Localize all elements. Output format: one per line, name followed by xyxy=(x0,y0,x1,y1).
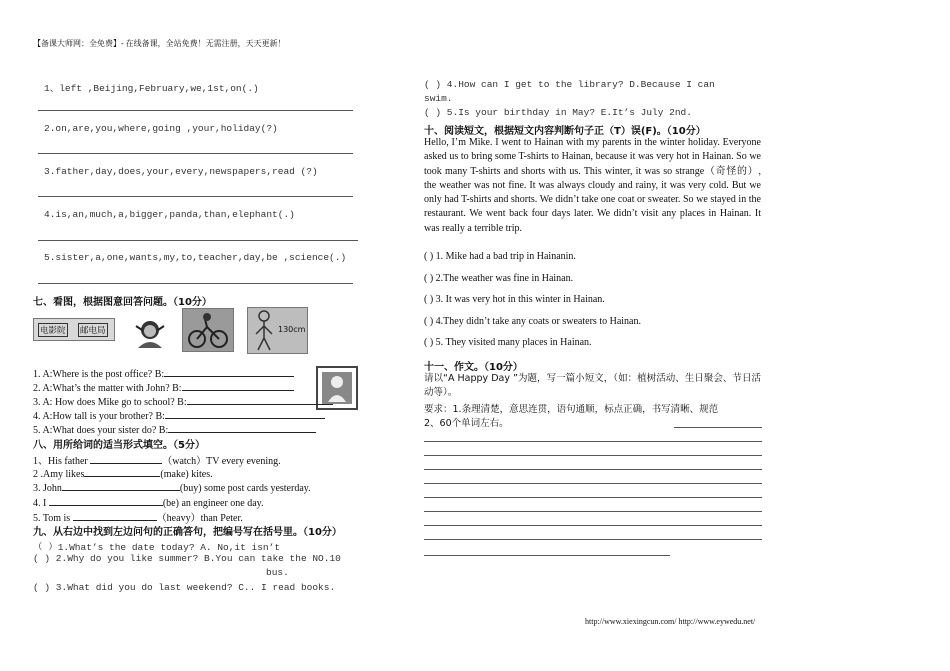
writing-line[interactable] xyxy=(424,539,762,540)
fill-blank[interactable] xyxy=(73,510,157,521)
reading-passage: Hello, I’m Mike. I went to Hainan with my parents in the winter holiday. Everyone asked us to bring some T-shirts to Hainan, because it was very hot in Hainan. So we took many T-shirts and shorts with us. This winter, it was so strange（奇怪的）, the weather was not fine. It was always cloudy and rainy, it was very cold. But we only had T-shirts and shorts. We didn’t take one coat or sweater. So we stayed in the restaurant. We went back four days later. We didn’t visit any places in Hainan. It was really a terrible trip. xyxy=(424,137,761,234)
sec9-item-2: ( ) 2.Why do you like summer? B.You can take the NO.10 xyxy=(33,553,341,564)
sec7-question-5: 5. A:What does your sister do? B: xyxy=(33,422,316,436)
sec10-item-5: ( ) 5. They visited many places in Hainan. xyxy=(424,337,592,348)
sick-boy-picture xyxy=(132,318,168,350)
sec9-item-3: ( ) 3.What did you do last weekend? C.. I read books. xyxy=(33,582,336,593)
post-office-sign: 邮电局 xyxy=(78,323,108,337)
sec8-item-2: 2 .Amy likes (make) kites. xyxy=(33,466,213,480)
page-header: 【备课大师网：全免费】- 在线备课，全站免费！无需注册，天天更新！ xyxy=(33,39,286,48)
answer-line xyxy=(38,283,353,284)
composition-requirement-1: 要求：1.条理清楚，意思连贯，语句通顺，标点正确，书写清晰、规范 xyxy=(424,404,719,415)
section-7-title: 七、看图，根据图意回答问题。（10分） xyxy=(33,297,212,308)
writing-line[interactable] xyxy=(424,441,762,442)
height-label: 130cm xyxy=(278,325,306,334)
answer-blank[interactable] xyxy=(187,394,333,405)
sec9-item-5: ( ) 5.Is your birthday in May? E.It’s July 2nd. xyxy=(424,107,692,118)
sec10-item-2: ( ) 2.The weather was fine in Hainan. xyxy=(424,273,574,284)
sec8-item-3: 3. John (buy) some post cards yesterday. xyxy=(33,480,311,494)
answer-blank[interactable] xyxy=(165,408,325,419)
sec7-question-4: 4. A:How tall is your brother? B: xyxy=(33,408,325,422)
sec8-item-4: 4. I (be) an engineer one day. xyxy=(33,495,264,509)
page-footer: http://www.xiexingcun.com/ http://www.eywedu.net/ xyxy=(585,617,756,626)
writing-line[interactable] xyxy=(424,555,670,556)
answer-line xyxy=(38,153,353,154)
answer-blank[interactable] xyxy=(168,422,316,433)
section-9-title: 九、从右边中找到左边问句的正确答句，把编号写在括号里。（10分） xyxy=(33,527,342,538)
bike-picture xyxy=(182,308,234,352)
sec8-item-5: 5. Tom is （heavy）than Peter. xyxy=(33,509,243,524)
writing-line[interactable] xyxy=(424,497,762,498)
sec9-item-4: ( ) 4.How can I get to the library? D.Because I can xyxy=(424,79,715,90)
fill-blank[interactable] xyxy=(84,466,160,477)
sec9-item-1: （ ）1.What’s the date today? A. No,it isn’t xyxy=(33,542,281,553)
writing-line[interactable] xyxy=(424,469,762,470)
writing-line[interactable] xyxy=(674,427,762,428)
reorder-item-2: 2.on,are,you,where,going ,your,holiday(?) xyxy=(44,123,278,134)
answer-line xyxy=(38,240,358,241)
sec7-question-2: 2. A:What’s the matter with John? B: xyxy=(33,380,294,394)
sec9-item-4-wrap: swim. xyxy=(424,93,453,104)
fill-blank[interactable] xyxy=(90,453,162,464)
sec7-question-1: 1. A:Where is the post office? B: xyxy=(33,366,294,380)
reorder-item-4: 4.is,an,much,a,bigger,panda,than,elephant(.) xyxy=(44,209,295,220)
height-picture xyxy=(247,307,308,354)
reorder-item-1: 1、left ,Beijing,February,we,1st,on(.) xyxy=(44,83,259,94)
section-8-title: 八、用所给词的适当形式填空。（5分） xyxy=(33,440,205,451)
sec10-item-1: ( ) 1. Mike had a bad trip in Hainanin. xyxy=(424,251,576,262)
sec10-item-4: ( ) 4.They didn’t take any coats or sweaters to Hainan. xyxy=(424,316,641,327)
cinema-postoffice-picture xyxy=(33,318,115,341)
sec7-question-3: 3. A: How does Mike go to school? B: xyxy=(33,394,333,408)
section-11-title: 十一、作文。（10分） xyxy=(424,362,523,373)
answer-line xyxy=(38,110,353,111)
fill-blank[interactable] xyxy=(62,480,180,491)
cinema-sign: 电影院 xyxy=(38,323,68,337)
composition-requirement-2: 2、60个单词左右。 xyxy=(424,418,509,429)
section-10-title: 十、阅读短文，根据短文内容判断句子正（T）误(F)。（10分） xyxy=(424,126,706,137)
sec8-item-1: 1、His father （watch）TV every evening. xyxy=(33,452,281,467)
writing-line[interactable] xyxy=(424,525,762,526)
writing-line[interactable] xyxy=(424,455,762,456)
reorder-item-5: 5.sister,a,one,wants,my,to,teacher,day,be ,science(.) xyxy=(44,252,347,263)
answer-blank[interactable] xyxy=(182,380,294,391)
answer-line xyxy=(38,196,353,197)
sec10-item-3: ( ) 3. It was very hot in this winter in Hainan. xyxy=(424,294,605,305)
composition-prompt: 请以“A Happy Day ”为题，写一篇小短文，（如：植树活动、生日聚会、节日活动等）。 xyxy=(424,373,761,398)
answer-blank[interactable] xyxy=(164,366,294,377)
writing-line[interactable] xyxy=(424,483,762,484)
fill-blank[interactable] xyxy=(49,495,163,506)
reorder-item-3: 3.father,day,does,your,every,newspapers,read (?) xyxy=(44,166,318,177)
sec9-item-2-wrap: bus. xyxy=(266,567,289,578)
writing-line[interactable] xyxy=(424,511,762,512)
